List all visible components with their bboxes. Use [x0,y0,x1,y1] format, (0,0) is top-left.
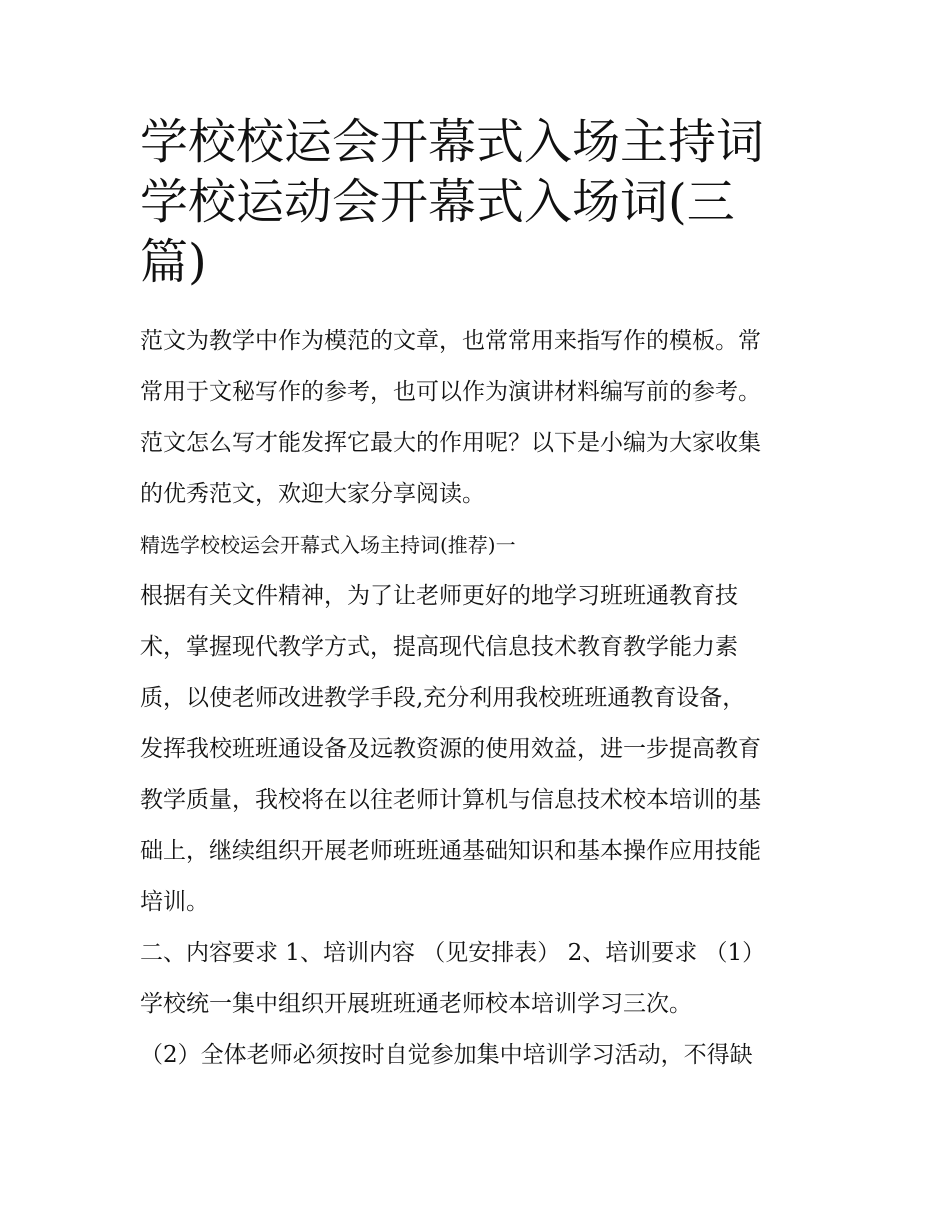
body-line: 质，以使老师改进教学手段,充分利用我校班班通教育设备， [140,685,746,711]
document-body [140,316,820,1081]
section-heading: 精选学校校运会开幕式入场主持词(推荐)一 [140,533,516,557]
body-line: 根据有关文件精神，为了让老师更好的地学习班班通教育技 [140,583,738,609]
body-line: 学校统一集中组织开展班班通老师校本培训学习三次。 [140,991,692,1017]
body-line: 术，掌握现代教学方式，提高现代信息技术教育教学能力素 [140,634,738,660]
title-line-3: 篇) [140,234,207,290]
body-line: （2）全体老师必须按时自觉参加集中培训学习活动，不得缺 [140,1042,753,1068]
body-line: 培训。 [140,889,209,915]
document-page [140,112,820,1081]
body-line: 础上，继续组织开展老师班班通基础知识和基本操作应用技能 [140,838,761,864]
body-line: 范文怎么写才能发挥它最大的作用呢？以下是小编为大家收集 [140,430,761,456]
document-title [140,112,820,292]
body-line: 发挥我校班班通设备及远教资源的使用效益，进一步提高教育 [140,736,761,762]
body-line: 二、内容要求 1、培训内容 （见安排表） 2、培训要求 （1） [140,940,766,966]
body-line: 的优秀范文，欢迎大家分享阅读。 [140,481,485,507]
body-line: 范文为教学中作为模范的文章，也常常用来指写作的模板。常 [140,328,761,354]
body-line: 常用于文秘写作的参考，也可以作为演讲材料编写前的参考。 [140,379,761,405]
title-line-1: 学校校运会开幕式入场主持词 [140,114,765,170]
body-line: 教学质量，我校将在以往老师计算机与信息技术校本培训的基 [140,787,761,813]
title-line-2: 学校运动会开幕式入场词(三 [140,174,735,230]
